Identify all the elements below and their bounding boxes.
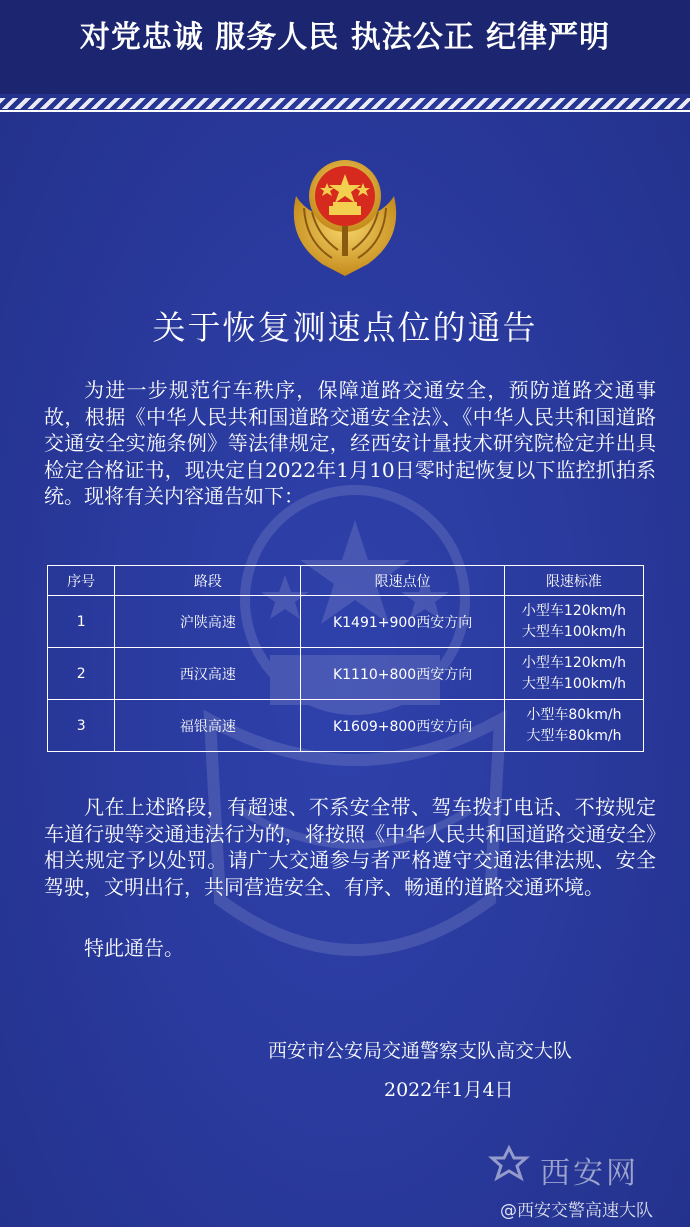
row-standard bbox=[504, 700, 643, 752]
header-point: 限速点位 bbox=[301, 566, 505, 596]
table-row bbox=[48, 648, 644, 700]
row-standard bbox=[504, 596, 643, 648]
row-road: 沪陕高速 bbox=[115, 596, 301, 648]
header-slogan: 对党忠诚 服务人民 执法公正 纪律严明 bbox=[79, 20, 611, 55]
row-point: K1110+800西安方向 bbox=[301, 648, 505, 700]
large-vehicle-limit: 大型车100km/h bbox=[521, 623, 626, 640]
row-no: 1 bbox=[48, 596, 115, 648]
header-road: 路段 bbox=[115, 566, 301, 596]
site-watermark: 西安网 bbox=[540, 1156, 639, 1191]
intro-paragraph: 为进一步规范行车秩序，保障道路交通安全，预防道路交通事故，根据《中华人民共和国道路交通安全法》、《中华人民共和国道路交通安全实施条例》等法律规定，经西安计量技术研究院检定并出具检定合格证书，现决定自2022年1月10日零时起恢复以下监控抓拍系统。现将有关内容通告如下： bbox=[44, 378, 656, 508]
large-vehicle-limit: 大型车100km/h bbox=[521, 675, 626, 692]
notice-title: 关于恢复测速点位的通告 bbox=[152, 308, 538, 347]
row-point: K1491+900西安方向 bbox=[301, 596, 505, 648]
small-vehicle-limit: 小型车120km/h bbox=[521, 602, 626, 619]
row-standard bbox=[504, 648, 643, 700]
table-row bbox=[48, 596, 644, 648]
police-emblem-icon bbox=[282, 150, 408, 280]
small-vehicle-limit: 小型车80km/h bbox=[526, 706, 622, 723]
speed-point-table bbox=[47, 565, 644, 752]
large-vehicle-limit: 大型车80km/h bbox=[526, 727, 622, 744]
penalty-paragraph: 凡在上述路段，有超速、不系安全带、驾车拨打电话、不按规定车道行驶等交通违法行为的，将按照《中华人民共和国道路交通安全》相关规定予以处罚。请广大交通参与者严格遵守交通法律法规、安全驾驶，文明出行，共同营造安全、有序、畅通的道路交通环境。 bbox=[44, 795, 656, 899]
header-standard: 限速标准 bbox=[504, 566, 643, 596]
closing-text: 特此通告。 bbox=[84, 936, 184, 960]
divider-stripe bbox=[0, 98, 690, 109]
row-no: 2 bbox=[48, 648, 115, 700]
table-row bbox=[48, 700, 644, 752]
divider-line bbox=[0, 110, 690, 112]
row-no: 3 bbox=[48, 700, 115, 752]
row-point: K1609+800西安方向 bbox=[301, 700, 505, 752]
weibo-handle: @西安交警高速大队 bbox=[500, 1201, 653, 1221]
header-no: 序号 bbox=[48, 566, 115, 596]
issuer-signature: 西安市公安局交通警察支队高交大队 bbox=[268, 1040, 573, 1062]
small-vehicle-limit: 小型车120km/h bbox=[521, 654, 626, 671]
row-road: 西汉高速 bbox=[115, 648, 301, 700]
issue-date: 2022年1月4日 bbox=[384, 1079, 514, 1101]
row-road: 福银高速 bbox=[115, 700, 301, 752]
table-header-row bbox=[48, 566, 644, 596]
site-logo-icon bbox=[486, 1144, 532, 1186]
